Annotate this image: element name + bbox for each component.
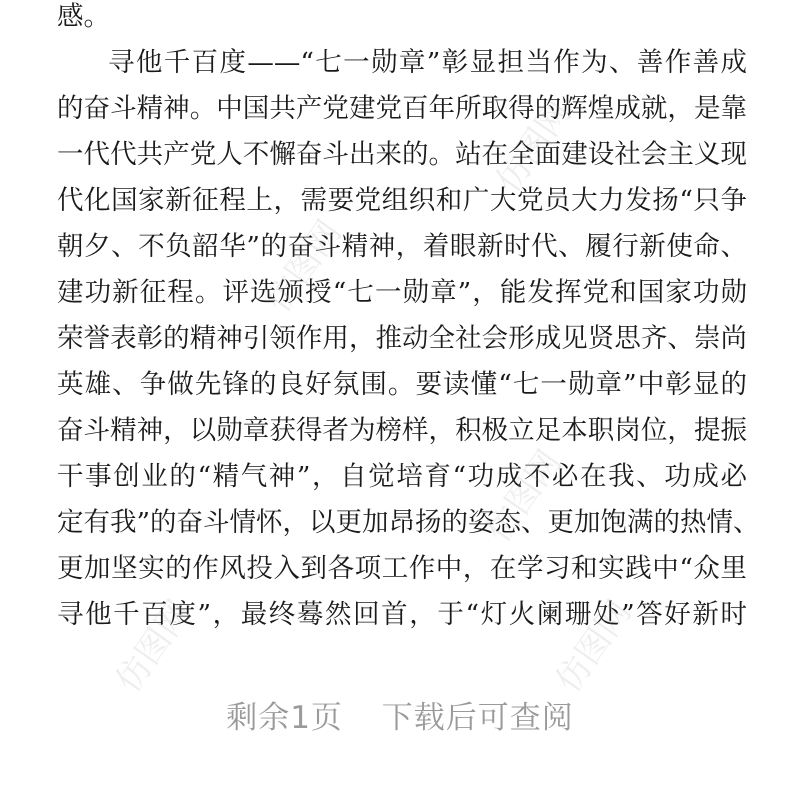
text-line-6: 朝夕、不负韶华”的奋斗精神，着眼新时代、履行新使命、 (57, 231, 747, 262)
watermark-4: 仿图网 (108, 593, 200, 700)
watermark-3: 仿图网 (478, 443, 570, 550)
text-line-14: 寻他千百度”，最终蓦然回首，于“灯火阑珊处”答好新时 (57, 599, 747, 630)
text-line-8: 荣誉表彰的精神引领作用，推动全社会形成见贤思齐、崇尚 (57, 323, 747, 354)
text-line-13: 更加坚实的作风投入到各项工作中，在学习和实践中“众里 (57, 553, 747, 584)
watermark-5: 仿图网 (548, 593, 640, 700)
text-line-1: 感。 (57, 1, 110, 32)
download-to-view-label: 下载后可查阅 (381, 700, 574, 736)
watermark-2: 仿图网 (488, 93, 580, 200)
text-line-7: 建功新征程。评选颁授“七一勋章”，能发挥党和国家功勋 (57, 277, 747, 308)
text-line-12: 定有我”的奋斗情怀，以更加昂扬的姿态、更加饱满的热情、 (57, 507, 760, 538)
watermark-1: 仿图网 (258, 213, 350, 320)
remaining-pages-notice[interactable] (0, 692, 800, 737)
text-line-5: 代化国家新征程上，需要党组织和广大党员大力发扬“只争 (57, 185, 747, 216)
text-line-10: 奋斗精神，以勋章获得者为榜样，积极立足本职岗位，提振 (57, 415, 747, 446)
text-line-11: 干事创业的“精气神”，自觉培育“功成不必在我、功成必 (57, 461, 747, 492)
remaining-pages-label: 剩余1页 (226, 700, 343, 736)
text-line-2: 寻他千百度——“七一勋章”彰显担当作为、善作善成 (108, 47, 747, 78)
text-line-3: 的奋斗精神。中国共产党建党百年所取得的辉煌成就，是靠 (57, 93, 747, 124)
text-line-4: 一代代共产党人不懈奋斗出来的。站在全面建设社会主义现 (57, 139, 747, 170)
text-line-9: 英雄、争做先锋的良好氛围。要读懂“七一勋章”中彰显的 (57, 369, 747, 400)
